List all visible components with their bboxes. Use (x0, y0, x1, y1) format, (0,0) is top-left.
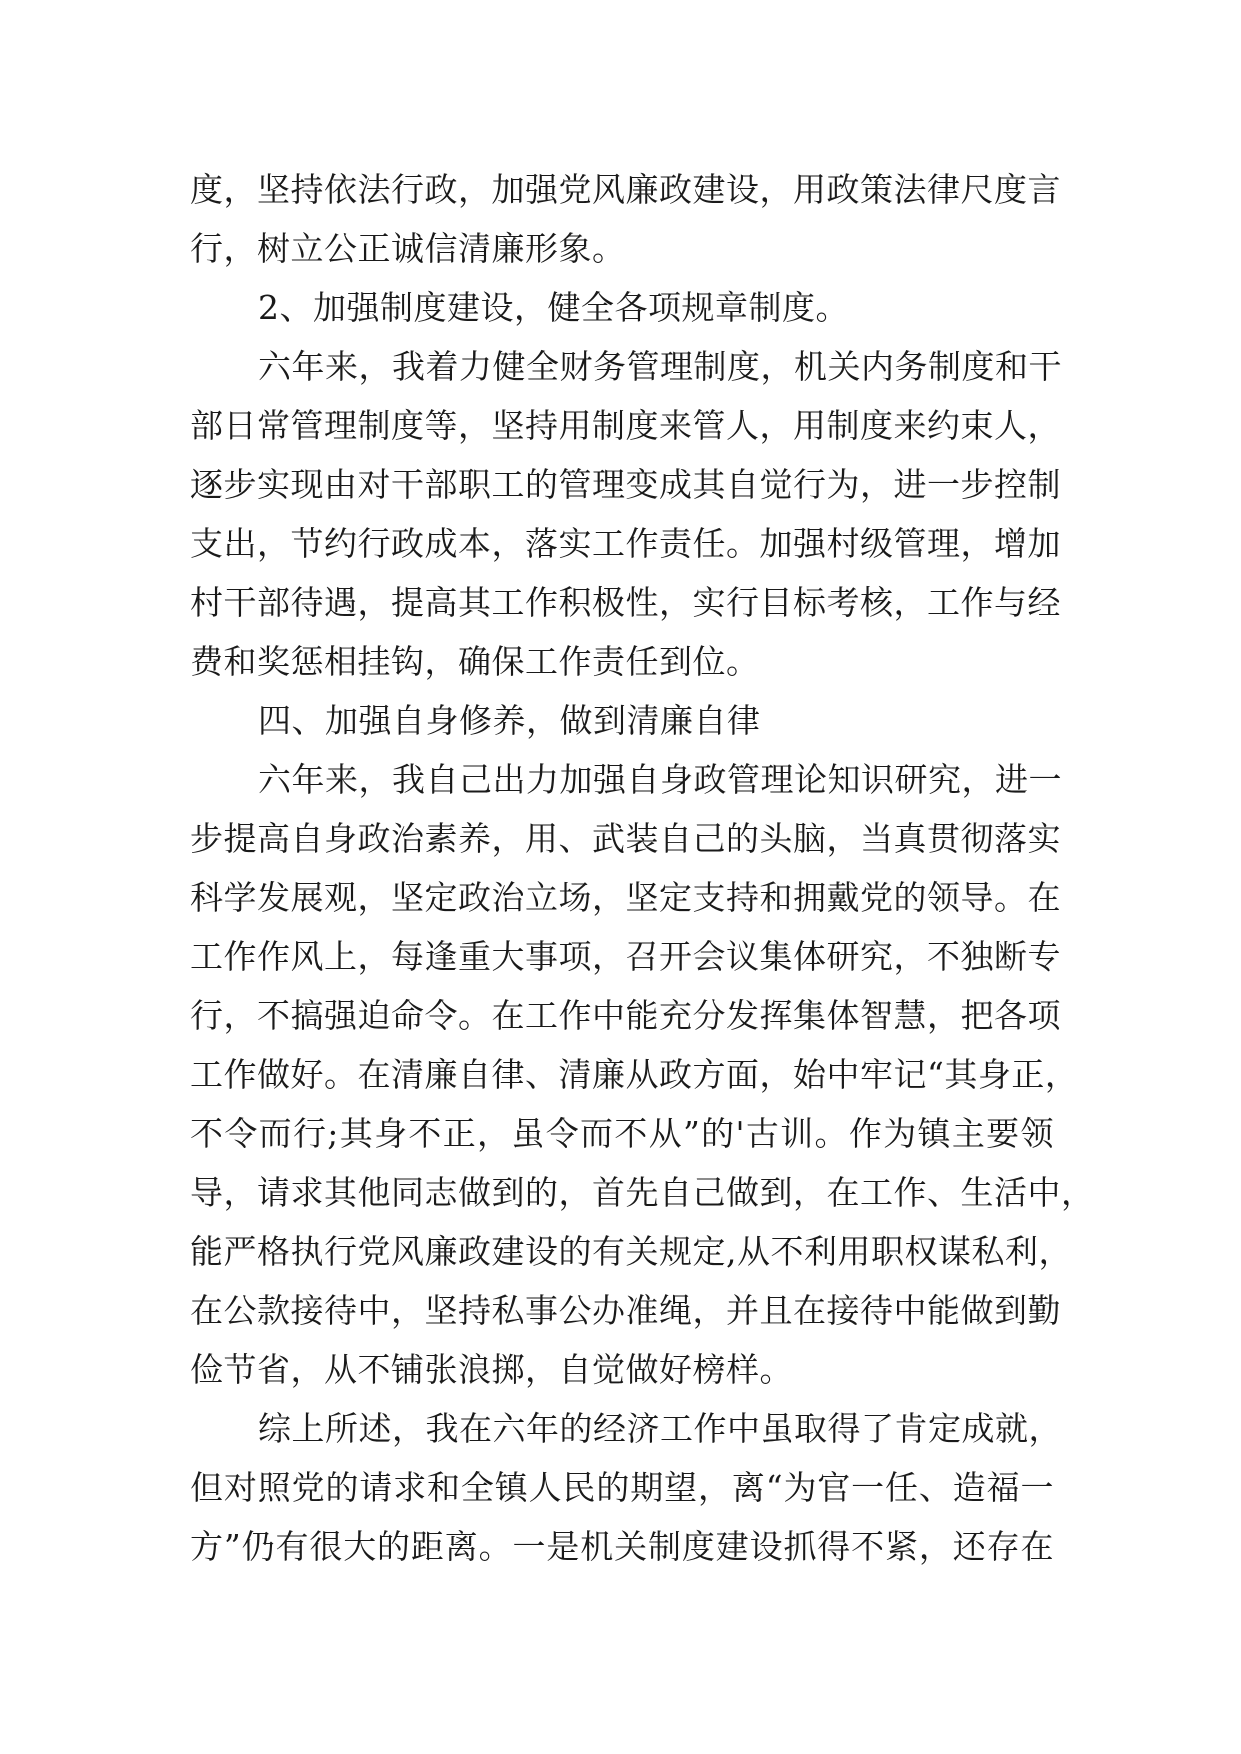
text-line: 俭节省，从不铺张浪掷，自觉做好榜样。 (190, 1350, 793, 1389)
text-line: 村干部待遇，提高其工作积极性，实行目标考核，工作与经 (190, 583, 1061, 622)
section-heading: 2、加强制度建设，健全各项规章制度。 (258, 288, 849, 327)
text-line: 在公款接待中，坚持私事公办准绳，并且在接待中能做到勤 (190, 1291, 1061, 1330)
document-page (190, 160, 1095, 1576)
text-line: 行，不搞强迫命令。在工作中能充分发挥集体智慧，把各项 (190, 996, 1061, 1035)
text-line: 能严格执行党风廉政建设的有关规定,从不利用职权谋私利， (190, 1232, 1072, 1271)
text-line: 不令而行;其身不正，虽令而不从”的'古训。作为镇主要领 (190, 1114, 1054, 1153)
text-line: 度，坚持依法行政，加强党风廉政建设，用政策法律尺度言 (190, 170, 1061, 209)
paragraph-start: 综上所述，我在六年的经济工作中虽取得了肯定成就， (258, 1409, 1062, 1448)
section-heading: 四、加强自身修养，做到清廉自律 (258, 701, 761, 740)
text-line: 工作做好。在清廉自律、清廉从政方面，始中牢记“其身正， (190, 1055, 1079, 1094)
text-line: 但对照党的请求和全镇人民的期望，离“为官一任、造福一 (190, 1468, 1054, 1507)
text-line: 支出，节约行政成本，落实工作责任。加强村级管理，增加 (190, 524, 1061, 563)
text-line: 导，请求其他同志做到的，首先自己做到，在工作、生活中， (190, 1173, 1095, 1212)
text-line: 逐步实现由对干部职工的管理变成其自觉行为，进一步控制 (190, 465, 1061, 504)
text-line: 工作作风上，每逢重大事项，召开会议集体研究，不独断专 (190, 937, 1061, 976)
text-line: 费和奖惩相挂钩，确保工作责任到位。 (190, 642, 760, 681)
text-line: 方”仍有很大的距离。一是机关制度建设抓得不紧，还存在 (190, 1527, 1054, 1566)
text-line: 部日常管理制度等，坚持用制度来管人，用制度来约束人， (190, 406, 1061, 445)
paragraph-start: 六年来，我自己出力加强自身政管理论知识研究，进一 (258, 760, 1062, 799)
paragraph-start: 六年来，我着力健全财务管理制度，机关内务制度和干 (258, 347, 1062, 386)
text-line: 步提高自身政治素养，用、武装自己的头脑，当真贯彻落实 (190, 819, 1061, 858)
text-line: 科学发展观，坚定政治立场，坚定支持和拥戴党的领导。在 (190, 878, 1061, 917)
text-line: 行，树立公正诚信清廉形象。 (190, 229, 626, 268)
